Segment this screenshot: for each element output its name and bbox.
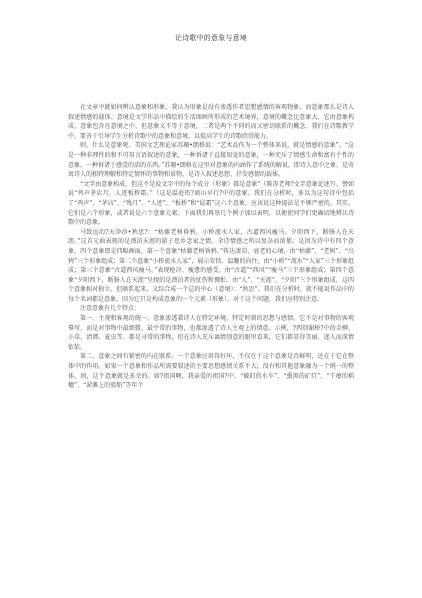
paragraph: 第一，主观和客观的统一。意象渗透着诗人在特定环境，特定时刻的思想与感情，它不是对事物的客观摹写，而是对事物中最细微、最平常的事物，也都渗透了诗人主观上的情意。示例，?西别谢桥?中的金柳、小草、清潭、夏虫等，都是寻常的事物，但在诗人充斥离情别意的眼里看来，它们都显得美丽、迷人而深情依依。 [68,315,354,351]
paragraph: 第二，意象之间有紧密的内在联系。一个意象应用得好坏，不仅在于这个意象是否鲜明，还在于它在整体中的作用。如果一个意象和作品所需要叙述的主要思想感情关系不大，没有和其他意象融为一个统一的整体，则，这个意象就是多余的。如?祖国啊，我亲爱的祖国?中，“破旧的水车”、“熏黑的矿灯”、“干瘪的稻穗”、“淤滩上的驳船”等年个 [68,353,354,390]
paragraph: “文字由意象构成，但这不是说文字中的每个成分（形象）都是意象”（陈涛老师?文字意象论述?），譬如说“鸡声茅店月，人迹板桥霜。”（这是温庭筠?商山早行?中的意象。我们在分析时，多以为这句诗中包括了“鸡声”、“茅店”、“残月”、“人迹”、“板桥”和“晨霜”这六个意象，应该说这种提法是不够严密的。其实，它们是六个形象，或者说是六个意象元素。下面我们再举几个例子加以表明，以便使同学们更确切地辨认诗歌中的意象。 [68,180,354,227]
paragraph: 注意意象有几个特点： [80,305,141,313]
document-body [68,103,354,391]
document-title: 论诗歌中的意象与意境 [175,34,247,42]
paragraph: 马致远的?天净沙•秋思?：“枯藤老树昏鸦，小桥流水人家，古道西风瘦马。夕阳西下，断肠人在天涯。”这首元曲表现的是漂泊天涯的游子思乡念家之情。全诗情感之所以复杂而浓郁，是因为诗中有四个意象，四个意象即是四幅画面，第一个意象“枯藤老树昏鸦，”传达凄凉、衰老的心境，由“枯藤”、“老树”、“乌鸦”三个形象组成；第二个意象“小桥流水人家”，展示安恬、温馨的向往，由“小桥”“流水”“人家”三个形象组成；第三个意象“古道西风瘦马，”表现枪冷、瘦惫的感受，由“古道”“西风”“瘦马”三个形象组成；第四个意象“夕阳西下，断肠人在天涯”呈现的是漂泊者的忧伤和惆怅，由“人”、“天涯”、“夕阳”三个形象组成，这四个意象相对独立，但联系起来，又综合成一个总的中心（意境）：“秋思”。我们在分析时，就不能说作品中的每个名词都是意象，因为它只是构成意象的一个元素（形象），对于这个问题，我们应特别注意。 [68,228,354,303]
paragraph: 则，什么是意象呢。美国文艺理论家苏珊•朗格说：“艺术品作为一个整体来说，就是情感的意象”。“这是一种非理性的和不可用言语叙述的意象，一种诉诸于直接知觉的意象，一种充斥了情感生命和富有个性的意象，一种诉诸于感受的活的东西。”苏珊•朗格在这里对意象的内涵作了系统的解说，即诗人意中之象，是寄寓诗人的独特理解和特定情怀的事物和景物，是诗人叙述思想、抒发感情的载体。 [68,142,354,179]
paragraph: 在文章中就如何辨认意象和形象，我认为形象是没有渗透作者思想感情的客观物象，而意象那么是诗人叙述情感的载体。意境是文学作品中描绘的生活图画所形成的艺术境界，意境的概念比意象大，它由意象构成，意象包含在意境之中，但意象又不等于意境，二者是两个不同的而又密切联系的概念。我们在诗歌教学中，要善于引导学生分析诗歌中的意象和意境，以提高学生的诗歌欣赏能力。 [68,104,354,140]
